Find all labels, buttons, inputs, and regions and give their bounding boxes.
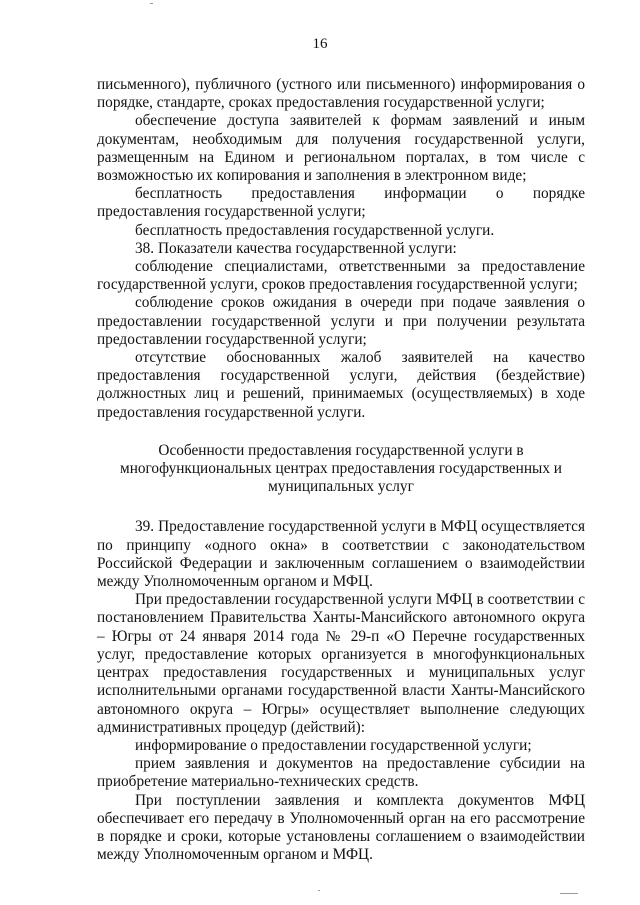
paragraph-39-one-window: 39. Предоставление государственной услуги в МФЦ осуществляется по принципу «одного окна» в соответствии с законодательством Российской Федерации и заключенным соглашением о взаимодействии между Уполномоченным органом и МФЦ. bbox=[97, 518, 585, 591]
scan-speck bbox=[318, 890, 320, 891]
paragraph-free-information: бесплатность предоставления информации о порядке предоставления государственной услуги; bbox=[97, 185, 585, 221]
paragraph-deadline-compliance: соблюдение специалистами, ответственными за предоставление государственной услуги, сроков предоставления государственной услуги; bbox=[97, 258, 585, 294]
page-number: 16 bbox=[312, 36, 328, 52]
section-heading-line-1: Особенности предоставления государственной услуги в bbox=[158, 441, 524, 459]
paragraph-free-service: бесплатность предоставления государственной услуги. bbox=[135, 221, 495, 239]
section-heading-line-3: муниципальных услуг bbox=[268, 478, 414, 496]
paragraph-no-complaints: отсутствие обоснованных жалоб заявителей на качество предоставления государственной услуги, действия (бездействие) должностных лиц и решений, принимаемых (осуществляемых) в ходе предоставления государственной услуги. bbox=[97, 349, 585, 421]
paragraph-mfc-procedures: При предоставлении государственной услуги МФЦ в соответствии с постановлением Правительства Ханты-Мансийского автономного округа – Югры от 24 января 2014 года № 29-п «О Перечне государственных услуг, предоставление которых организуется в многофункциональных центрах предоставления государственных и муниципальных услуг исполнительными органами государственной власти Ханты-Мансийского автономного округа – Югры» осуществляет выполнение следующих административных процедур (действий): bbox=[97, 591, 585, 736]
scan-speck bbox=[560, 893, 578, 894]
paragraph-informing: информирование о предоставлении государственной услуги; bbox=[135, 736, 532, 754]
scan-speck bbox=[150, 3, 153, 4]
paragraph-access-to-forms: обеспечение доступа заявителей к формам заявлений и иным документам, необходимым для получения государственной услуги, размещенным на Едином и региональном порталах, в том числе с возможностью их копирования и заполнения в электронном виде; bbox=[97, 112, 585, 185]
paragraph-application-reception: прием заявления и документов на предоставление субсидии на приобретение материально-технических средств. bbox=[97, 755, 585, 791]
paragraph-queue-waiting: соблюдение сроков ожидания в очереди при подаче заявления о предоставлении государственной услуги и при получении результата предоставлении государственной услуги; bbox=[97, 294, 585, 348]
paragraph-continuation: письменного), публичного (устного или письменного) информирования о порядке, стандарте, сроках предоставления государственной услуги; bbox=[97, 76, 585, 112]
paragraph-38-quality-indicators: 38. Показатели качества государственной услуги: bbox=[135, 239, 457, 257]
section-heading-line-2: многофункциональных центрах предоставления государственных и bbox=[120, 460, 562, 478]
section-heading-mfc bbox=[97, 442, 585, 497]
paragraph-document-transfer: При поступлении заявления и комплекта документов МФЦ обеспечивает его передачу в Уполномоченный орган на его рассмотрение в порядке и сроки, которые установлены соглашением о взаимодействии между Уполномоченным органом и МФЦ. bbox=[97, 791, 585, 864]
document-body bbox=[97, 76, 585, 864]
